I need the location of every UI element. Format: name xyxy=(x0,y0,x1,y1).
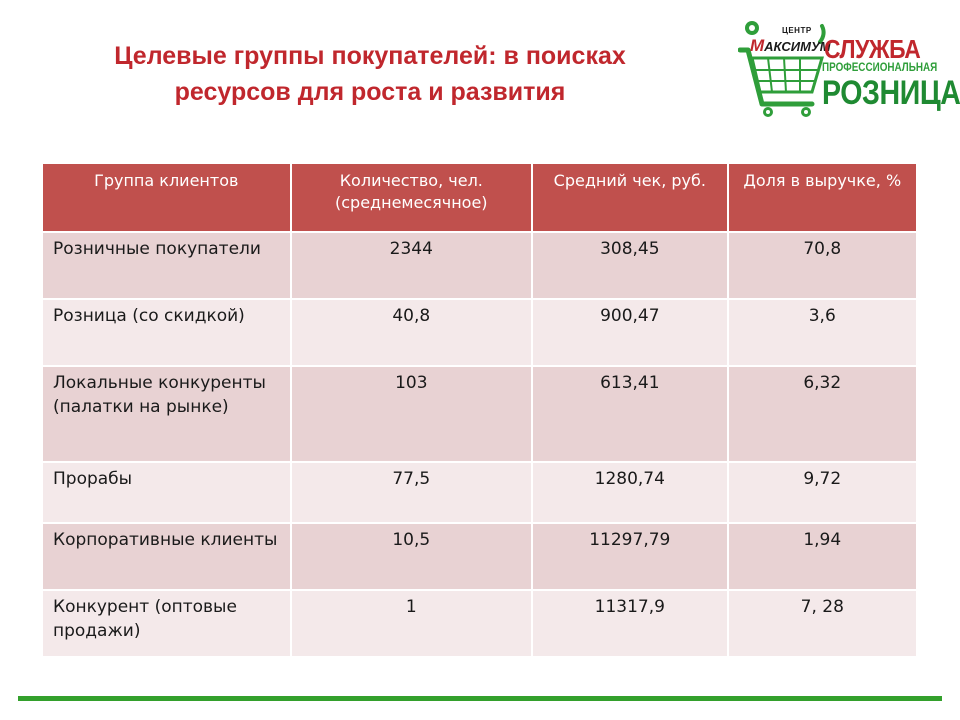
table-row xyxy=(42,299,917,366)
cell-share: 6,32 xyxy=(728,366,917,462)
logo-line-1: СЛУЖБА xyxy=(824,34,921,64)
table-row xyxy=(42,523,917,590)
cell-group: Локальные конкуренты (палатки на рынке) xyxy=(42,366,291,462)
cell-group: Конкурент (оптовые продажи) xyxy=(42,590,291,657)
table-row xyxy=(42,590,917,657)
header-avg-check: Средний чек, руб. xyxy=(532,163,727,232)
header-group: Группа клиентов xyxy=(42,163,291,232)
slide-title-line-2: ресурсов для роста и развития xyxy=(174,78,566,106)
customer-groups-table xyxy=(41,162,918,658)
cell-share: 7, 28 xyxy=(728,590,917,657)
cell-avg-check: 308,45 xyxy=(532,232,727,299)
cell-avg-check: 11317,9 xyxy=(532,590,727,657)
slide-title-line-1: Целевые группы покупателей: в поисках xyxy=(114,42,626,70)
table-header-row xyxy=(42,163,917,232)
cell-share: 1,94 xyxy=(728,523,917,590)
logo-brand-rest: АКСИМУМ xyxy=(764,39,831,54)
header-count: Количество, чел. (среднемесячное) xyxy=(291,163,533,232)
logo-small-text: ЦЕНТР xyxy=(782,26,812,35)
cell-count: 10,5 xyxy=(291,523,533,590)
logo-brand-first-letter: M xyxy=(750,36,765,55)
cell-count: 2344 xyxy=(291,232,533,299)
cell-group: Розничные покупатели xyxy=(42,232,291,299)
cell-group: Прорабы xyxy=(42,462,291,523)
cell-avg-check: 900,47 xyxy=(532,299,727,366)
cell-avg-check: 11297,79 xyxy=(532,523,727,590)
cell-share: 70,8 xyxy=(728,232,917,299)
table-row xyxy=(42,232,917,299)
header-revenue-share: Доля в выручке, % xyxy=(728,163,917,232)
company-logo xyxy=(738,12,960,120)
cell-share: 9,72 xyxy=(728,462,917,523)
cell-group: Корпоративные клиенты xyxy=(42,523,291,590)
table-row xyxy=(42,462,917,523)
cell-count: 103 xyxy=(291,366,533,462)
cell-share: 3,6 xyxy=(728,299,917,366)
cell-count: 77,5 xyxy=(291,462,533,523)
cell-avg-check: 613,41 xyxy=(532,366,727,462)
logo-brand xyxy=(750,36,831,56)
cell-count: 40,8 xyxy=(291,299,533,366)
cell-count: 1 xyxy=(291,590,533,657)
slide-title xyxy=(40,38,700,110)
logo-line-3: РОЗНИЦА xyxy=(822,74,960,112)
footer-divider xyxy=(18,696,942,701)
logo-line-2: ПРОФЕССИОНАЛЬНАЯ xyxy=(822,62,938,74)
cell-group: Розница (со скидкой) xyxy=(42,299,291,366)
cell-avg-check: 1280,74 xyxy=(532,462,727,523)
table-row xyxy=(42,366,917,462)
